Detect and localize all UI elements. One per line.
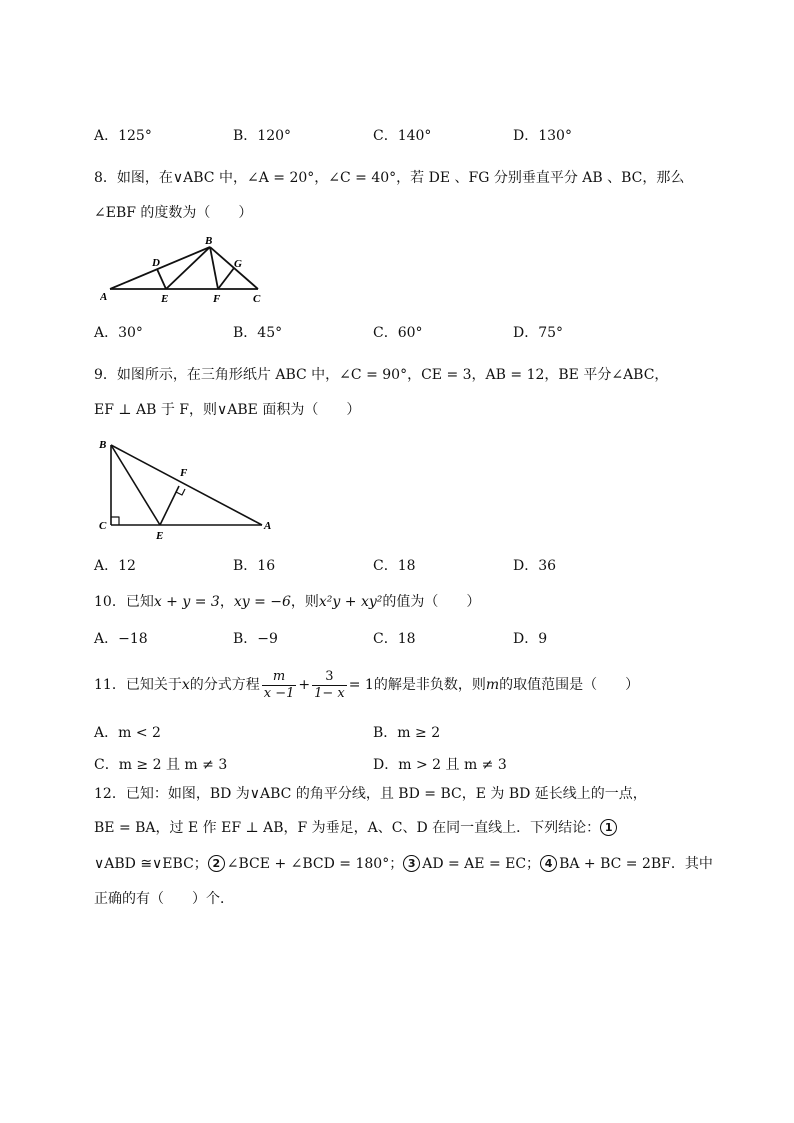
q10-eq1: x + y = 3 [153, 594, 220, 610]
q12-conclusion-3: AD = AE = EC； [422, 856, 541, 872]
q11-plus: + [298, 677, 311, 693]
q9-option-a: A．12 [94, 558, 136, 574]
q11-option-a: A．m < 2 [94, 725, 161, 741]
q7-option-a: A．125° [94, 128, 152, 144]
q11-option-b: B．m ≥ 2 [373, 725, 441, 741]
q9-label-b: B [99, 439, 107, 451]
q12-stem-line4: 正确的有（ ）个． [94, 891, 234, 907]
q11-frac2-num: 3 [312, 669, 347, 686]
q11-option-c: C．m ≥ 2 且 m ≠ 3 [94, 757, 228, 773]
q8-option-d: D．75° [513, 325, 564, 341]
q12-line2-text: BE = BA，过 E 作 EF ⊥ AB，F 为垂足，A、C、D 在同一直线上．下列结论： [94, 820, 601, 836]
q8-label-c: C [253, 293, 261, 305]
q12-circled-4: 4 [540, 855, 557, 872]
q9-option-d: D．36 [513, 558, 557, 574]
q10-eq2: xy = −6 [233, 594, 291, 610]
q8-label-e: E [161, 293, 169, 305]
q11-stem [94, 668, 639, 702]
q10-stem-d: 的值为（ ） [382, 594, 481, 610]
q10-option-c: C．18 [373, 631, 416, 647]
q8-option-a: A．30° [94, 325, 143, 341]
q9-option-c: C．18 [373, 558, 416, 574]
q11-var2: m [485, 677, 500, 693]
q9-label-a: A [264, 520, 272, 532]
q10-expr: x²y + xy² [318, 594, 383, 610]
q11-var: x [181, 677, 190, 693]
q10-stem-b: ， [219, 594, 234, 610]
q8-label-g: G [234, 258, 242, 270]
q12-circled-1: 1 [600, 819, 617, 836]
q9-figure [96, 436, 282, 542]
q8-label-a: A [100, 291, 108, 303]
q8-label-b: B [205, 235, 213, 247]
q10-option-a: A．−18 [94, 631, 148, 647]
q11-fraction-2 [312, 669, 347, 702]
q12-stem-line3 [94, 854, 713, 874]
q12-stem-line1: 12．已知：如图，BD 为∨ABC 的角平分线，且 BD = BC，E 为 BD 延长线上的一点， [94, 786, 647, 802]
q11-eq-rhs: = 1 [348, 677, 374, 693]
q10-stem [94, 592, 480, 612]
q9-stem-line1: 9．如图所示，在三角形纸片 ABC 中，∠C = 90°，CE = 3，AB = 12，BE 平分∠ABC， [94, 367, 669, 383]
q10-stem-a: 10．已知 [94, 594, 154, 610]
q7-option-b: B．120° [233, 128, 292, 144]
q11-frac1-num: m [262, 669, 297, 686]
q11-frac2-den: 1− x [314, 685, 345, 701]
q8-stem-line2: ∠EBF 的度数为（ ） [94, 205, 253, 221]
q11-stem-c: 的解是非负数，则 [373, 677, 486, 693]
q8-stem-line1: 8．如图，在∨ABC 中，∠A = 20°，∠C = 40°，若 DE 、FG 分别垂直平分 AB 、BC，那么 [94, 170, 685, 186]
q8-figure [100, 233, 280, 305]
q12-circled-2: 2 [208, 855, 225, 872]
q8-option-c: C．60° [373, 325, 423, 341]
q8-label-d: D [152, 257, 160, 269]
q10-option-d: D．9 [513, 631, 548, 647]
q8-option-b: B．45° [233, 325, 283, 341]
q9-label-c: C [99, 520, 107, 532]
q12-stem-line2 [94, 818, 619, 838]
q12-circled-3: 3 [403, 855, 420, 872]
q10-option-b: B．−9 [233, 631, 278, 647]
q7-option-d: D．130° [513, 128, 572, 144]
q12-conclusion-4: BA + BC = 2BF．其中 [559, 856, 713, 872]
q11-stem-a: 11．已知关于 [94, 677, 182, 693]
q7-option-c: C．140° [373, 128, 432, 144]
q9-option-b: B．16 [233, 558, 276, 574]
q12-conclusion-2: ∠BCE + ∠BCD = 180°； [226, 856, 404, 872]
q11-stem-b: 的分式方程 [189, 677, 260, 693]
q10-stem-c: ，则 [290, 594, 319, 610]
q9-label-e: E [156, 530, 164, 542]
q9-stem-line2: EF ⊥ AB 于 F，则∨ABE 面积为（ ） [94, 402, 361, 418]
q11-stem-d: 的取值范围是（ ） [499, 677, 640, 693]
q8-label-f: F [213, 293, 221, 305]
q12-conclusion-1: ∨ABD ≅∨EBC； [94, 856, 208, 872]
q11-option-d: D．m > 2 且 m ≠ 3 [373, 757, 507, 773]
q9-label-f: F [180, 467, 188, 479]
q11-fraction-1 [262, 669, 297, 702]
q11-frac1-den: x −1 [263, 685, 295, 701]
